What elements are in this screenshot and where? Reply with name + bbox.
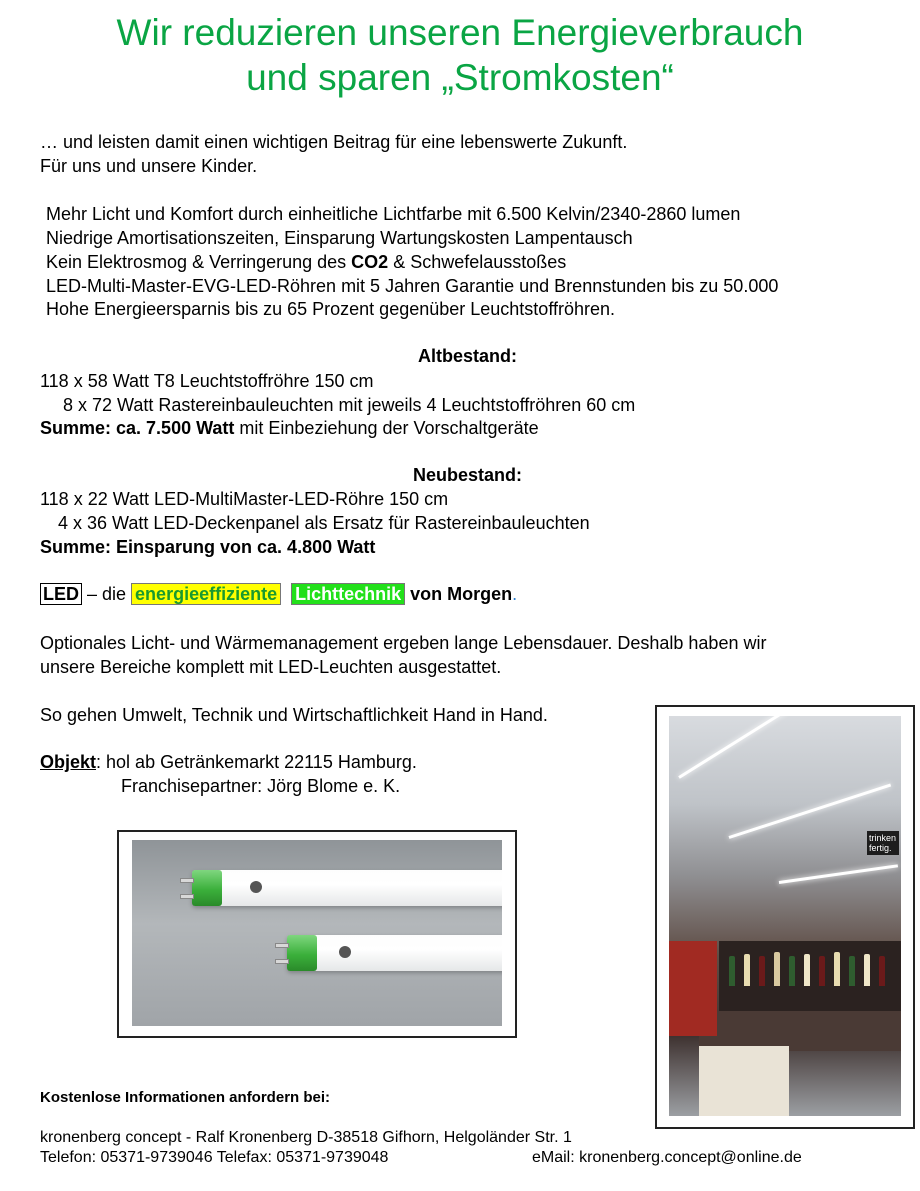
benefit-3-pre: Kein Elektrosmog & Verringerung des (46, 252, 352, 272)
intro-line-2: Für uns und unsere Kinder. (40, 156, 258, 176)
led-ceiling-light (678, 716, 807, 779)
tube-cap-green (287, 935, 317, 971)
bottle (834, 952, 840, 986)
benefit-5: Hohe Energieersparnis bis zu 65 Prozent gegenüber Leuchtstoffröhren. (46, 299, 616, 319)
bottle (729, 956, 735, 986)
franchise-partner: Franchisepartner: Jörg Blome e. K. (121, 776, 401, 796)
led-ceiling-light (779, 864, 898, 884)
altbestand-sum (40, 417, 539, 440)
cardboard-boxes (699, 1046, 789, 1116)
sensor-dot (250, 881, 262, 893)
store-sign-line-1: trinken (869, 833, 897, 843)
neubestand-item-2: 4 x 36 Watt LED-Deckenpanel als Ersatz für Rastereinbauleuchten (58, 513, 590, 533)
neubestand-heading-text: Neubestand: (412, 465, 522, 485)
contact-phone: Telefon: 05371-9739046 Telefax: 05371-9739048 (40, 1149, 389, 1166)
altbestand-heading-text: Altbestand: (418, 346, 517, 366)
tube-pin (180, 878, 194, 883)
objekt-line (40, 751, 417, 774)
benefit-4: LED-Multi-Master-EVG-LED-Röhren mit 5 Jahren Garantie und Brennstunden bis zu 50.000 (46, 276, 779, 296)
tube-pin (275, 959, 289, 964)
bottle (879, 956, 885, 986)
led-tube-upper (192, 870, 502, 906)
led-tube-lower (287, 935, 502, 971)
altbestand-item-2: 8 x 72 Watt Rastereinbauleuchten mit jeweils 4 Leuchtstoffröhren 60 cm (63, 395, 636, 415)
co2-label: CO2 (351, 252, 389, 272)
neubestand-heading (0, 464, 920, 487)
bottle (744, 954, 750, 986)
bottle (774, 952, 780, 986)
paragraph-line-3: So gehen Umwelt, Technik und Wirtschaftlichkeit Hand in Hand. (40, 705, 548, 725)
page-title (0, 10, 920, 100)
tube-cap-green (192, 870, 222, 906)
paragraph-line-1: Optionales Licht- und Wärmemanagement ergeben lange Lebensdauer. Deshalb haben wir (40, 633, 767, 653)
title-line-2: und sparen „Stromkosten“ (246, 57, 674, 98)
energy-highlight: energieeffiziente (131, 583, 281, 605)
objekt-colon: : (96, 752, 107, 772)
neubestand-sum (40, 536, 375, 559)
slogan (40, 583, 517, 606)
neubestand-item-1: 118 x 22 Watt LED-MultiMaster-LED-Röhre 150 cm (40, 489, 449, 509)
light-highlight: Lichttechnik (291, 583, 405, 605)
tube-pin (275, 943, 289, 948)
store-interior-photo (669, 716, 901, 1116)
contact-heading-text: Kostenlose Informationen anfordern bei: (40, 1089, 331, 1106)
led-tube-photo-frame (117, 830, 517, 1038)
intro-line-1: … und leisten damit einen wichtigen Beitrag für eine lebenswerte Zukunft. (40, 132, 628, 152)
bottle (759, 956, 765, 986)
objekt-label: Objekt (40, 752, 97, 772)
altbestand-sum-bold: Summe: ca. 7.500 Watt (40, 418, 235, 438)
benefit-3 (46, 251, 566, 274)
contact-heading (40, 1088, 330, 1108)
altbestand-sum-rest: mit Einbeziehung der Vorschaltgeräte (234, 418, 539, 438)
led-badge: LED (40, 583, 82, 605)
bottle (819, 956, 825, 986)
led-tube-photo (132, 840, 502, 1026)
contact-email: eMail: kronenberg.concept@online.de (532, 1149, 802, 1166)
neubestand-sum-text: Summe: Einsparung von ca. 4.800 Watt (40, 537, 376, 557)
sensor-dot (339, 946, 351, 958)
altbestand-heading (0, 345, 920, 368)
slogan-dot: . (512, 584, 518, 604)
contact-address: kronenberg concept - Ralf Kronenberg D-38518 Gifhorn, Helgoländer Str. 1 (40, 1129, 572, 1146)
bottle (849, 956, 855, 986)
red-display (669, 941, 717, 1036)
benefit-1: Mehr Licht und Komfort durch einheitliche Lichtfarbe mit 6.500 Kelvin/2340-2860 lumen (46, 204, 741, 224)
slogan-dash: – die (82, 584, 132, 604)
store-photo-frame (655, 705, 915, 1129)
bottle (789, 956, 795, 986)
bottle (864, 954, 870, 986)
altbestand-item-1: 118 x 58 Watt T8 Leuchtstoffröhre 150 cm (40, 371, 374, 391)
bottle (804, 954, 810, 986)
benefit-3-post: & Schwefelausstoßes (388, 252, 567, 272)
store-sign-line-2: fertig. (869, 843, 892, 853)
store-sign (867, 831, 899, 855)
benefit-2: Niedrige Amortisationszeiten, Einsparung Wartungskosten Lampentausch (46, 228, 633, 248)
shelf-lower (699, 1011, 901, 1051)
title-line-1: Wir reduzieren unseren Energieverbrauch (116, 12, 804, 53)
slogan-rest: von Morgen (405, 584, 513, 604)
objekt-value: hol ab Getränkemarkt 22115 Hamburg. (106, 752, 417, 772)
tube-pin (180, 894, 194, 899)
paragraph-line-2: unsere Bereiche komplett mit LED-Leuchten ausgestattet. (40, 657, 502, 677)
